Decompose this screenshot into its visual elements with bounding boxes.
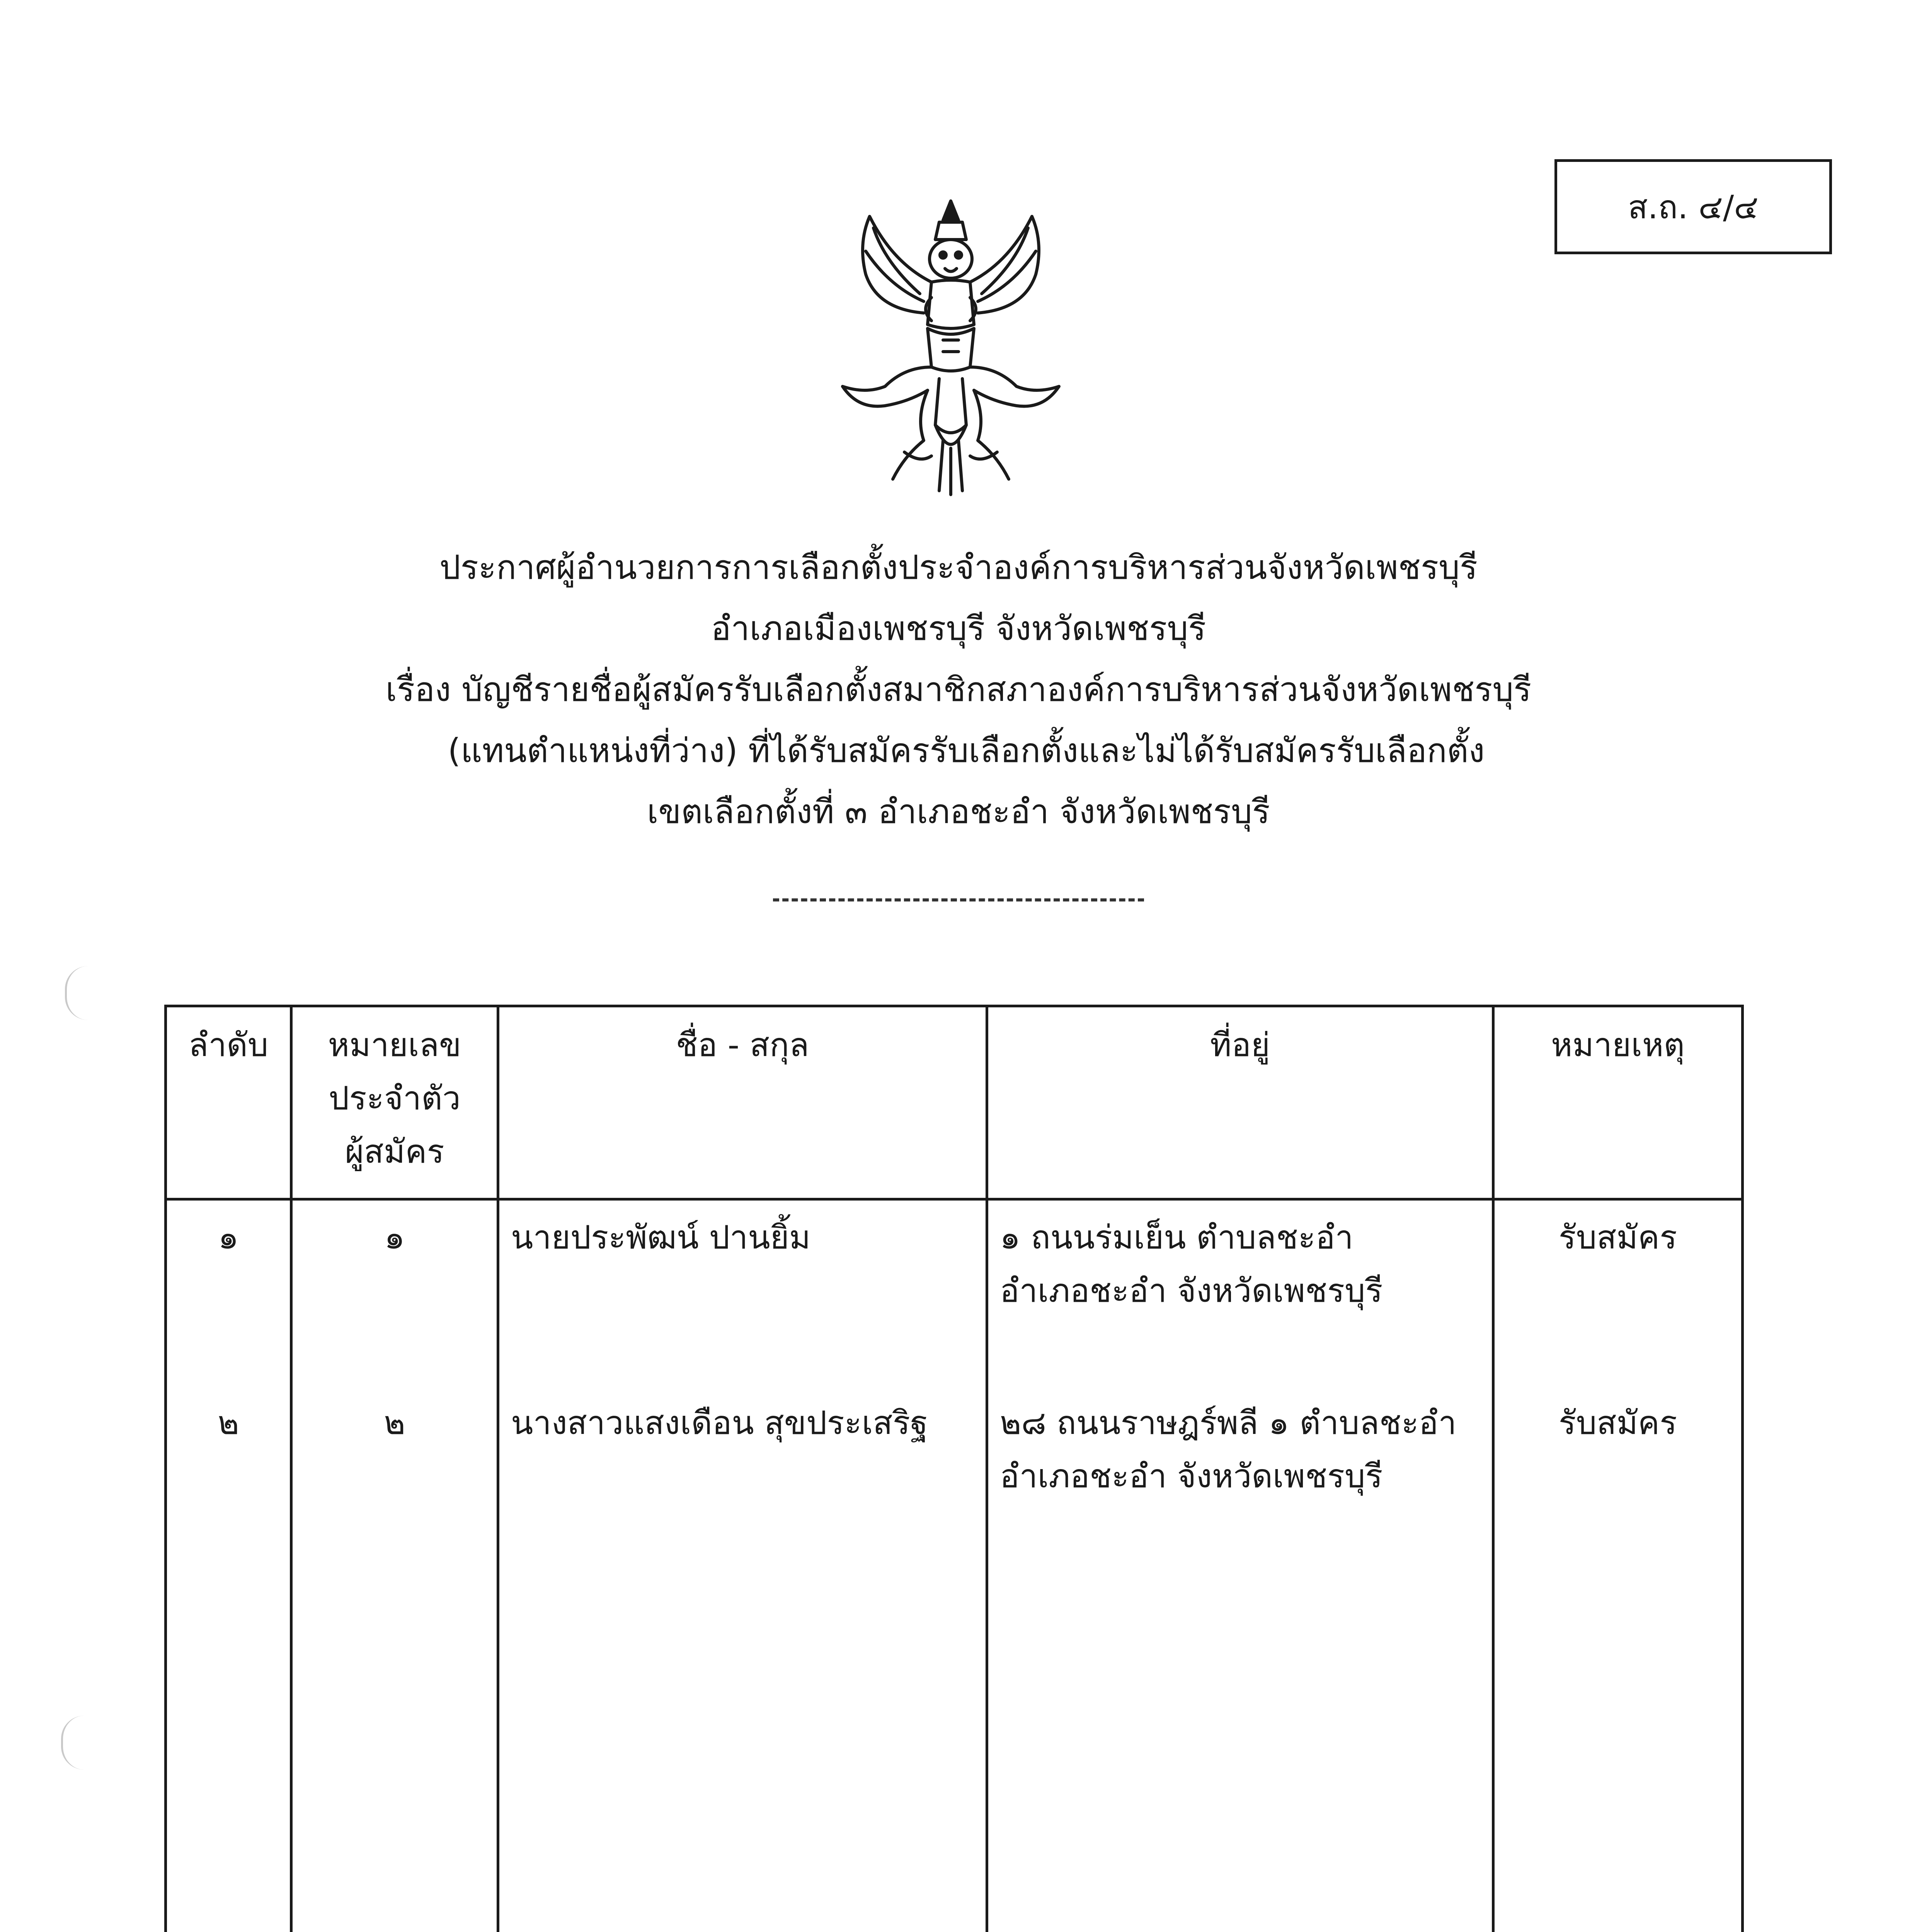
- header-order: ลำดับ: [166, 1006, 291, 1199]
- cell-address: ๒๘ ถนนราษฎร์พลี ๑ ตำบลชะอำ อำเภอชะอำ จังหวัดเพชรบุรี: [987, 1388, 1493, 1932]
- announcement-heading: [232, 537, 1685, 842]
- cell-candidate-number: ๑: [291, 1199, 498, 1389]
- header-address: ที่อยู่: [987, 1006, 1493, 1199]
- cell-remark: รับสมัคร: [1493, 1199, 1743, 1389]
- cell-remark: รับสมัคร: [1493, 1388, 1743, 1932]
- header-name: ชื่อ - สกุล: [498, 1006, 987, 1199]
- cell-name: นางสาวแสงเดือน สุขประเสริฐ: [498, 1388, 987, 1932]
- heading-line-5: เขตเลือกตั้งที่ ๓ อำเภอชะอำ จังหวัดเพชรบุรี: [647, 793, 1270, 831]
- separator-dashes: [773, 898, 1144, 901]
- cell-order: ๑: [166, 1199, 291, 1389]
- form-code: ส.ถ. ๔/๔: [1628, 188, 1759, 226]
- candidate-table: [164, 1005, 1744, 1932]
- table-row: [166, 1388, 1743, 1932]
- header-remark: หมายเหตุ: [1493, 1006, 1743, 1199]
- garuda-emblem-icon: [827, 185, 1074, 502]
- form-code-box: [1554, 159, 1832, 254]
- heading-line-4: (แทนตำแหน่งที่ว่าง) ที่ได้รับสมัครรับเลือกตั้งและไม่ได้รับสมัครรับเลือกตั้ง: [448, 731, 1485, 770]
- cell-name: นายประพัฒน์ ปานยิ้ม: [498, 1199, 987, 1389]
- cell-address: ๑ ถนนร่มเย็น ตำบลชะอำ อำเภอชะอำ จังหวัดเพชรบุรี: [987, 1199, 1493, 1389]
- punch-hole-mark: [65, 966, 113, 1020]
- header-candidate-number: หมายเลข ประจำตัว ผู้สมัคร: [291, 1006, 498, 1199]
- heading-line-1: ประกาศผู้อำนวยการการเลือกตั้งประจำองค์การบริหารส่วนจังหวัดเพชรบุรี: [439, 548, 1478, 587]
- cell-order: ๒: [166, 1388, 291, 1932]
- cell-candidate-number: ๒: [291, 1388, 498, 1932]
- table-row: [166, 1199, 1743, 1389]
- heading-line-2: อำเภอเมืองเพชรบุรี จังหวัดเพชรบุรี: [711, 609, 1206, 648]
- table-header-row: [166, 1006, 1743, 1199]
- heading-line-3: เรื่อง บัญชีรายชื่อผู้สมัครรับเลือกตั้งสมาชิกสภาองค์การบริหารส่วนจังหวัดเพชรบุรี: [385, 670, 1532, 709]
- punch-hole-mark: [61, 1716, 109, 1770]
